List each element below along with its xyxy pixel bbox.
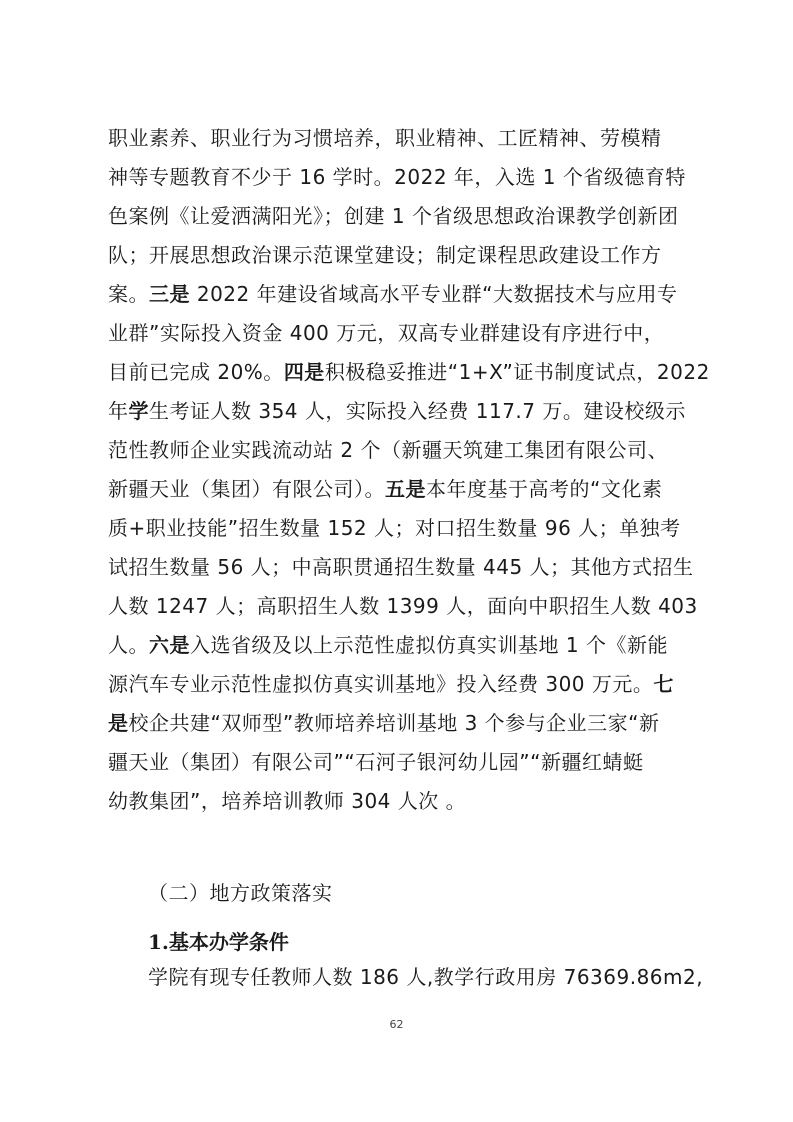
paragraph-line — [108, 626, 698, 665]
main-paragraph — [108, 119, 710, 821]
paragraph-line — [108, 392, 698, 431]
body-text: 学院有现专任教师人数 186 人,教学行政用房 76369.86m2, — [148, 965, 704, 989]
text-run: 校企共建“双师型”教师培养培训基地 3 个参与企业三家“新 — [128, 711, 660, 735]
paragraph-line — [108, 275, 698, 314]
text-run: 本年度基于高考的“文化素 — [426, 477, 663, 501]
bold-marker: 是 — [108, 711, 129, 735]
page-number: 62 — [389, 1018, 404, 1031]
paragraph-line — [108, 353, 710, 392]
text-run: 积极稳妥推进“1+X”证书制度试点，2022 — [324, 360, 710, 384]
text-run: 试招生数量 56 人；中高职贯通招生数量 445 人；其他方式招生 — [108, 555, 694, 579]
paragraph-line — [108, 158, 698, 197]
text-run: 目前已完成 20%。 — [108, 360, 284, 384]
text-run: 人。 — [108, 633, 149, 657]
text-run: 业群”实际投入资金 400 万元，双高专业群建设有序进行中， — [108, 321, 665, 345]
paragraph-line — [108, 782, 698, 821]
paragraph-line — [108, 548, 698, 587]
bold-marker: 三是 — [149, 282, 190, 306]
bold-marker: 学 — [128, 399, 149, 423]
bold-marker: 六是 — [149, 633, 190, 657]
bold-marker: 五是 — [385, 477, 426, 501]
text-run: 队；开展思想政治课示范课堂建设；制定课程思政建设工作方 — [108, 243, 662, 267]
subsection-heading: 1.基本办学条件 — [148, 930, 289, 954]
text-run: 2022 年建设省域高水平专业群“大数据技术与应用专 — [190, 282, 678, 306]
paragraph-line — [108, 119, 698, 158]
paragraph-line — [108, 236, 698, 275]
paragraph-line — [108, 743, 698, 782]
text-run: 职业素养、职业行为习惯培养，职业精神、工匠精神、劳模精 — [108, 126, 662, 150]
text-run: 新疆天业（集团）有限公司）。 — [108, 477, 385, 501]
text-run: 年 — [108, 399, 129, 423]
paragraph-line — [108, 509, 698, 548]
text-run: 神等专题教育不少于 16 学时。2022 年，入选 1 个省级德育特 — [108, 165, 686, 189]
bold-marker: 七 — [653, 672, 674, 696]
section-heading: （二）地方政策落实 — [148, 881, 333, 905]
bold-marker: 四是 — [283, 360, 325, 384]
paragraph-line — [108, 470, 698, 509]
text-run: 人数 1247 人；高职招生人数 1399 人，面向中职招生人数 403 — [108, 594, 698, 618]
paragraph-line — [108, 197, 698, 236]
text-run: 色案例《让爱洒满阳光》；创建 1 个省级思想政治课教学创新团 — [108, 204, 679, 228]
paragraph-line — [108, 431, 698, 470]
text-run: 生考证人数 354 人，实际投入经费 117.7 万。建设校级示 — [149, 399, 686, 423]
text-run: 幼教集团”，培养培训教师 304 人次 。 — [108, 789, 467, 813]
paragraph-line — [108, 314, 698, 353]
text-run: 质+职业技能”招生数量 152 人；对口招生数量 96 人；单独考 — [108, 516, 681, 540]
paragraph-line — [108, 665, 698, 704]
text-run: 案。 — [108, 282, 149, 306]
text-run: 疆天业（集团）有限公司”“石河子银河幼儿园”“新疆红蜻蜓 — [108, 750, 644, 774]
paragraph-line — [108, 587, 698, 626]
paragraph-line — [108, 704, 698, 743]
text-run: 源汽车专业示范性虚拟仿真实训基地》投入经费 300 万元。 — [108, 672, 654, 696]
text-run: 入选省级及以上示范性虚拟仿真实训基地 1 个《新能 — [190, 633, 668, 657]
text-run: 范性教师企业实践流动站 2 个（新疆天筑建工集团有限公司、 — [108, 438, 668, 462]
